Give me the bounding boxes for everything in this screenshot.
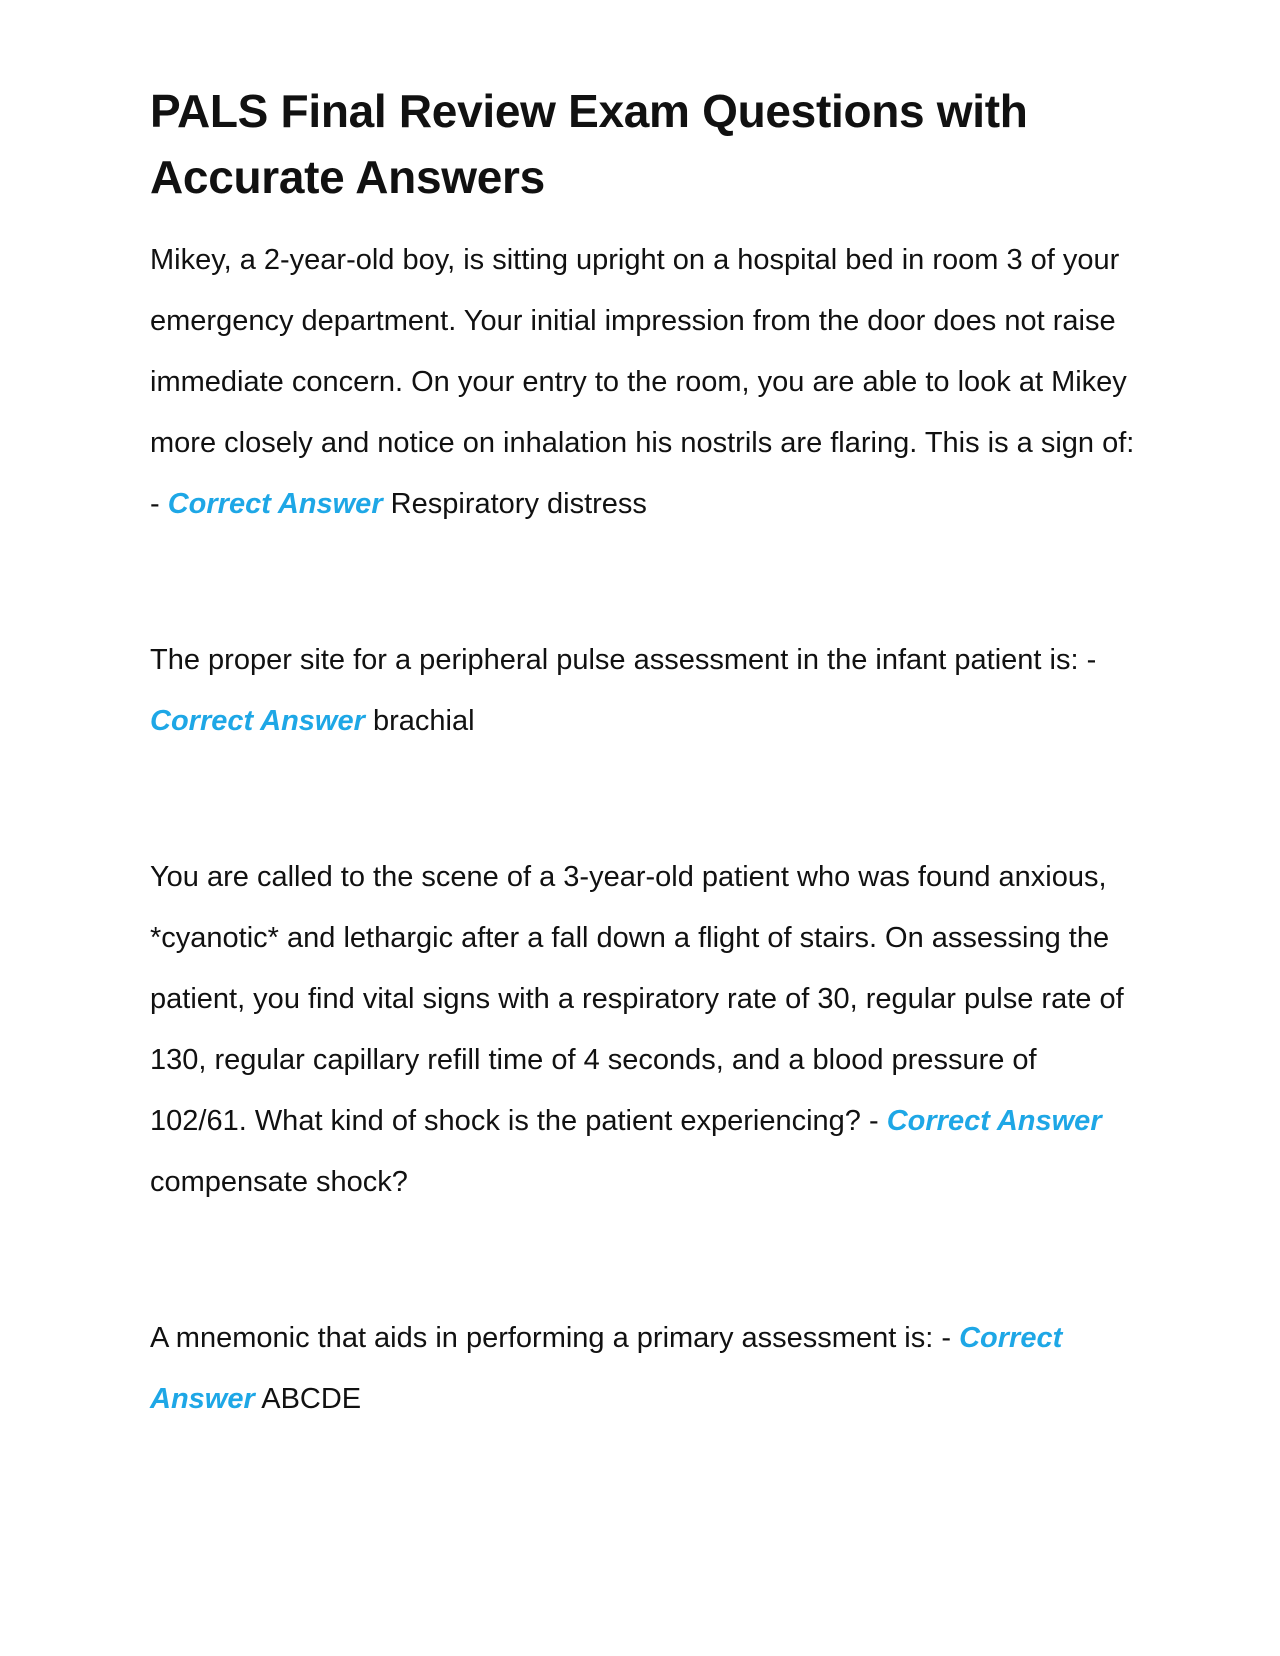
question-text: A mnemonic that aids in performing a primary assessment is: - (150, 1322, 960, 1354)
answer-text: ABCDE (261, 1383, 362, 1415)
correct-answer-label: Correct Answer (167, 488, 383, 520)
qa-item-2 (150, 630, 1140, 752)
answer-text: Respiratory distress (390, 488, 647, 520)
question-text: The proper site for a peripheral pulse assessment in the infant patient is: - (150, 644, 1097, 676)
qa-item-3 (150, 847, 1140, 1213)
question-text: You are called to the scene of a 3-year-old patient who was found anxious, *cyanotic* and lethargic after a fall down a flight of stairs. On assessing the patient, you find vital signs with a respiratory rate of 30, regular pulse rate of 130, regular capillary refill time of 4 seconds, and a blood pressure of 102/61. What kind of shock is the patient experiencing? - (150, 861, 1124, 1137)
document-title: PALS Final Review Exam Questions with Accurate Answers (150, 85, 1028, 203)
document-page (150, 78, 1140, 1525)
answer-text: brachial (372, 705, 475, 737)
correct-answer-label: Correct Answer (886, 1105, 1102, 1137)
correct-answer-label: Correct Answer (150, 1322, 1063, 1415)
qa-item-1 (150, 230, 1140, 535)
qa-item-4 (150, 1308, 1140, 1430)
correct-answer-label: Correct Answer (150, 705, 365, 737)
question-text: Mikey, a 2-year-old boy, is sitting upright on a hospital bed in room 3 of your emergency department. Your initial impression from the door does not raise immediate concern. On your entry to the room, you are able to look at Mikey more closely and notice on inhalation his nostrils are flaring. This is a sign of: - (150, 244, 1135, 520)
answer-text: compensate shock? (150, 1166, 408, 1198)
